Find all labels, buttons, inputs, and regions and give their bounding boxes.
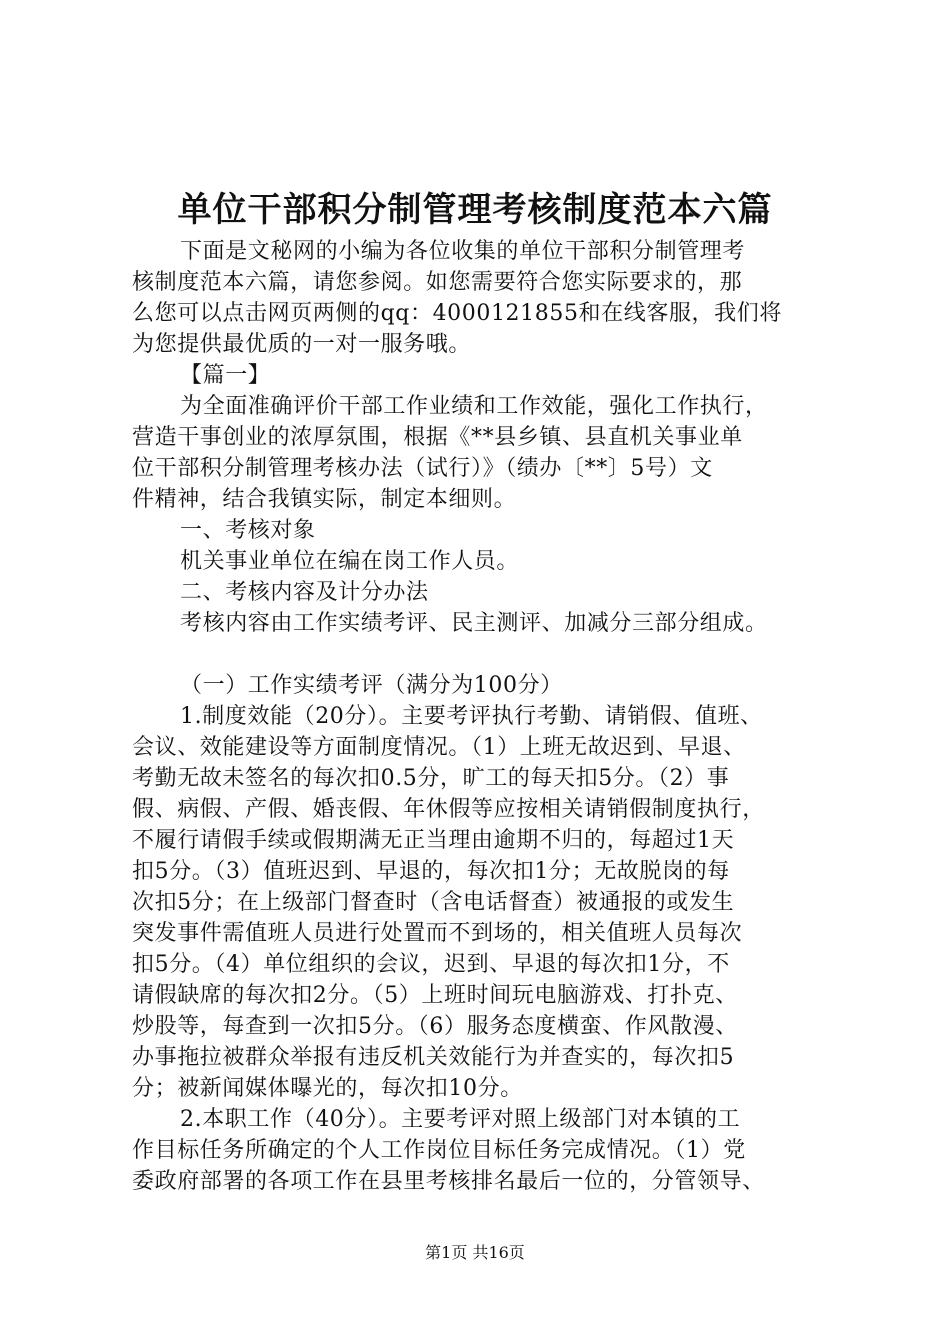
text-line: 扣5分。（4）单位组织的会议，迟到、早退的每次扣1分，不 — [132, 952, 730, 977]
text-line: 不履行请假手续或假期满无正当理由逾期不归的，每超过1天 — [132, 828, 735, 853]
document-title: 单位干部积分制管理考核制度范本六篇 — [177, 190, 773, 230]
text-line: 核制度范本六篇，请您参阅。如您需要符合您实际要求的，那 — [132, 270, 743, 295]
text-line: 委政府部署的各项工作在县里考核排名最后一位的，分管领导、 — [132, 1169, 765, 1194]
text-line: 为您提供最优质的一对一服务哦。 — [132, 332, 472, 357]
text-line: 次扣5分；在上级部门督查时（含电话督查）被通报的或发生 — [132, 890, 735, 915]
page-footer: 第1页 共16页 — [425, 1243, 525, 1262]
text-line: 件精神，结合我镇实际，制定本细则。 — [132, 487, 517, 512]
text-line: 会议、效能建设等方面制度情况。（1）上班无故迟到、早退、 — [132, 735, 746, 760]
text-line: 请假缺席的每次扣2分。（5）上班时间玩电脑游戏、打扑克、 — [132, 983, 738, 1008]
text-line: 1.制度效能（20分）。主要考评执行考勤、请销假、值班、 — [180, 704, 763, 729]
text-line: 【篇一】 — [180, 363, 271, 388]
text-line: （一）工作实绩考评（满分为100分） — [180, 673, 563, 698]
text-line: 假、病假、产假、婚丧假、年休假等应按相关请销假制度执行， — [132, 797, 765, 822]
text-line: 位干部积分制管理考核办法（试行）》（绩办〔**〕5号）文 — [132, 456, 713, 481]
text-line: 扣5分。（3）值班迟到、早退的，每次扣1分；无故脱岗的每 — [132, 859, 730, 884]
blank-line — [132, 639, 832, 670]
document-body — [132, 236, 832, 1197]
text-line: 二、考核内容及计分办法 — [180, 580, 429, 605]
text-line: 突发事件需值班人员进行处置而不到场的，相关值班人员每次 — [132, 921, 743, 946]
text-line: 作目标任务所确定的个人工作岗位目标任务完成情况。（1）党 — [132, 1138, 746, 1163]
text-line: 营造干事创业的浓厚氛围，根据《**县乡镇、县直机关事业单 — [132, 425, 743, 450]
text-line: 为全面准确评价干部工作业绩和工作效能，强化工作执行， — [180, 394, 768, 419]
text-line: 2.本职工作（40分）。主要考评对照上级部门对本镇的工 — [180, 1107, 741, 1132]
text-line: 下面是文秘网的小编为各位收集的单位干部积分制管理考 — [180, 239, 746, 264]
text-line: 考核内容由工作实绩考评、民主测评、加减分三部分组成。 — [180, 611, 768, 636]
text-line: 一、考核对象 — [180, 518, 316, 543]
text-line: 办事拖拉被群众举报有违反机关效能行为并查实的，每次扣5 — [132, 1045, 735, 1070]
text-line: 分；被新闻媒体曝光的，每次扣10分。 — [132, 1076, 523, 1101]
text-line: 炒股等，每查到一次扣5分。（6）服务态度横蛮、作风散漫、 — [132, 1014, 738, 1039]
text-line: 么您可以点击网页两侧的qq：4000121855和在线客服，我们将 — [132, 301, 782, 326]
text-line: 机关事业单位在编在岗工作人员。 — [180, 549, 520, 574]
text-line: 考勤无故未签名的每次扣0.5分，旷工的每天扣5分。（2）事 — [132, 766, 730, 791]
